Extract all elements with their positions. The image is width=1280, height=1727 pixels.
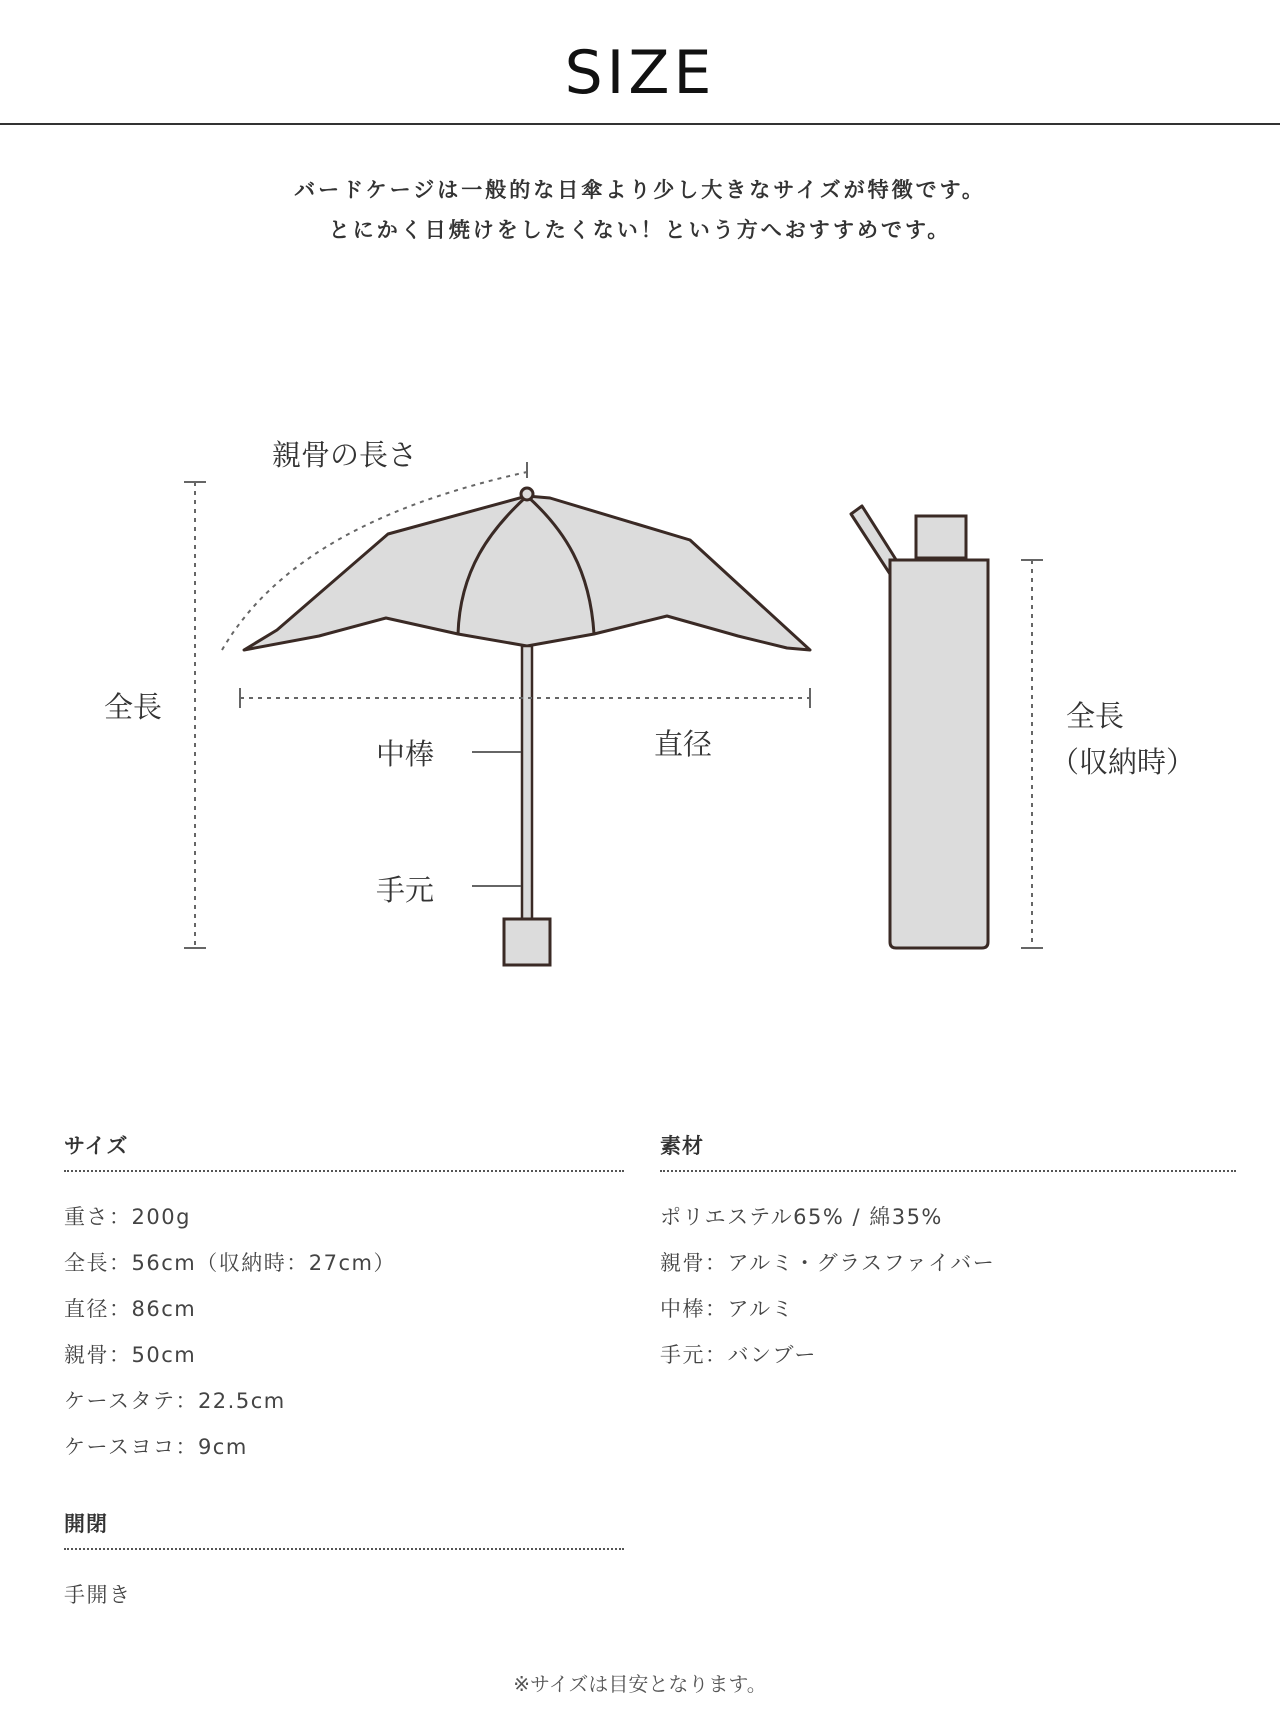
closed-umbrella-cap	[916, 516, 966, 558]
closed-length-sublabel: （収納時）	[1050, 745, 1196, 779]
intro-line-1: バードケージは一般的な日傘より少し大きなサイズが特徴です。	[294, 178, 986, 202]
closed-umbrella-body	[890, 560, 988, 948]
umbrella-shaft	[522, 646, 532, 936]
material-section-title: 素材	[660, 1130, 1236, 1172]
spec-rib-material: 親骨：アルミ・グラスファイバー	[660, 1251, 996, 1275]
intro-line-2: とにかく日焼けをしたくない！という方へおすすめです。	[328, 218, 952, 242]
umbrella-handle	[504, 919, 550, 965]
left-spec-column	[64, 1130, 624, 1618]
size-section-title: サイズ	[64, 1130, 624, 1172]
spec-case-height: ケースタテ：22.5cm	[64, 1389, 286, 1413]
diameter-label: 直径	[654, 727, 713, 761]
closed-length-label: 全長	[1066, 699, 1125, 733]
shaft-label: 中棒	[376, 737, 435, 771]
spec-shaft-material: 中棒：アルミ	[660, 1297, 795, 1321]
spec-open-method: 手開き	[64, 1583, 132, 1607]
spec-fabric: ポリエステル65% / 綿35%	[660, 1205, 943, 1229]
open-section-title: 開閉	[64, 1508, 624, 1550]
rib-length-label: 親骨の長さ	[272, 438, 418, 472]
footer-note: ※サイズは目安となります。	[513, 1672, 767, 1696]
umbrella-canopy	[244, 496, 810, 650]
total-length-label: 全長	[104, 690, 163, 724]
spec-rib-length: 親骨：50cm	[64, 1343, 197, 1367]
spec-handle-material: 手元：バンブー	[660, 1343, 817, 1367]
handle-label: 手元	[376, 873, 435, 907]
spec-diameter: 直径：86cm	[64, 1297, 197, 1321]
right-spec-column	[660, 1130, 1236, 1378]
spec-case-width: ケースヨコ：9cm	[64, 1435, 248, 1459]
umbrella-size-diagram	[0, 420, 1280, 980]
spec-total-length: 全長：56cm（収納時：27cm）	[64, 1251, 396, 1275]
page-title: SIZE	[564, 38, 716, 108]
umbrella-tip	[521, 488, 533, 500]
title-divider	[0, 123, 1280, 125]
spec-weight: 重さ：200g	[64, 1205, 191, 1229]
